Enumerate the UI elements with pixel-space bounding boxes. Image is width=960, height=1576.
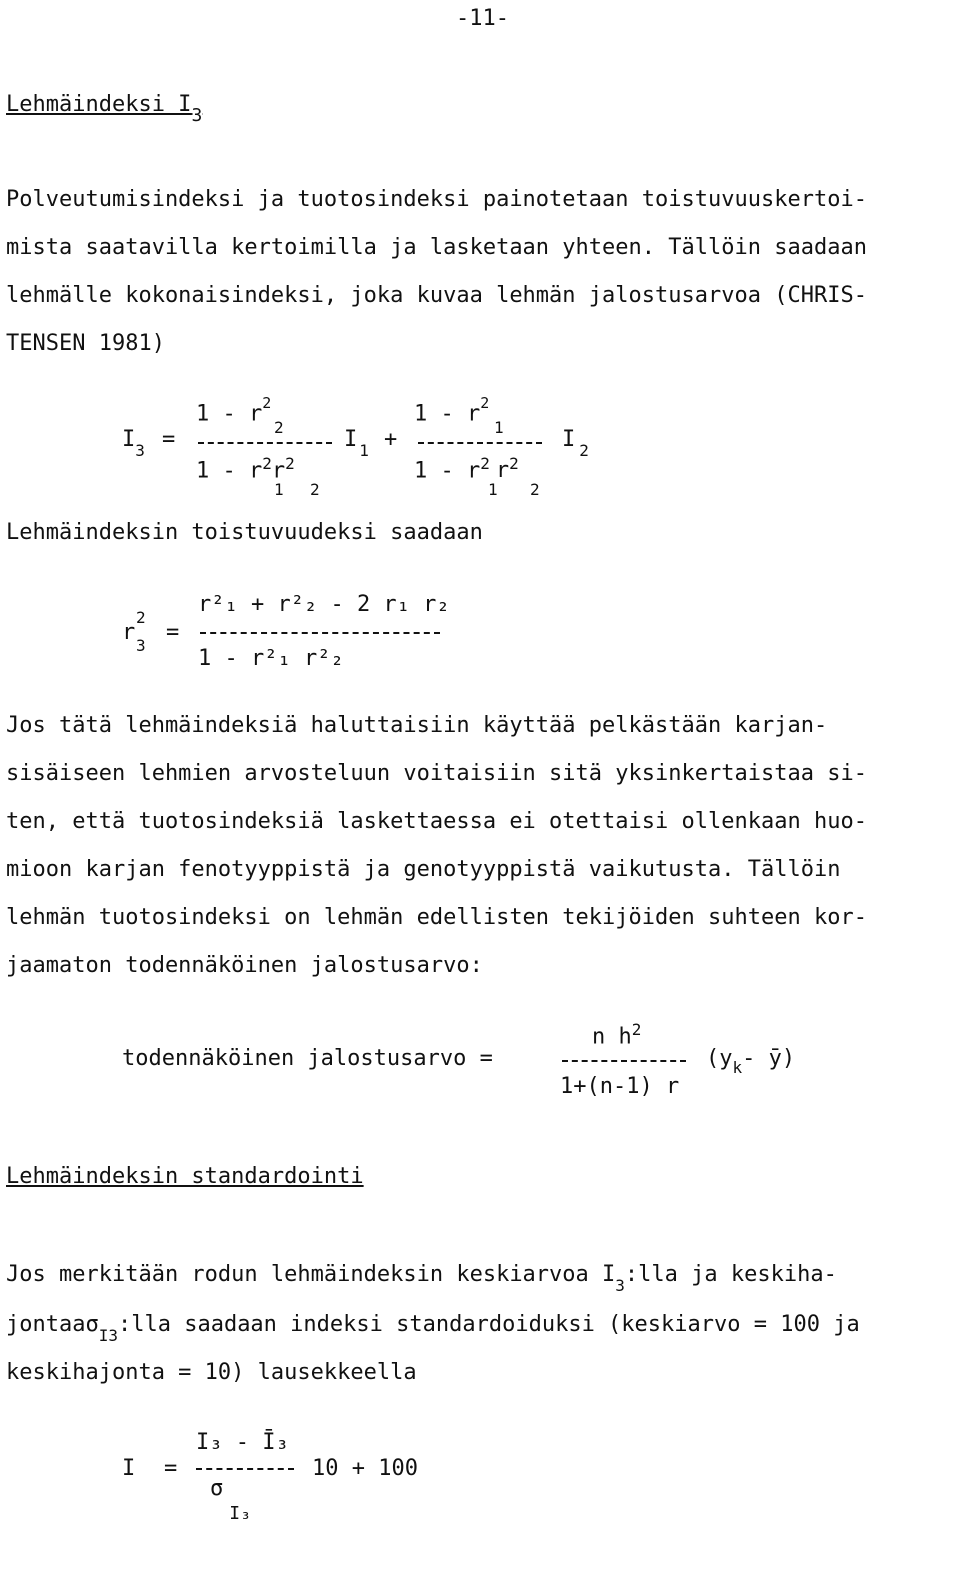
formula2-lhs: r 2 3 (122, 608, 146, 655)
text-line: lehmän tuotosindeksi on lehmän edellisten tekijöiden suhteen kor- (6, 905, 867, 930)
section-heading-lehmaindeksi (6, 92, 203, 126)
formula1-term2-denominator: $1 - r^2$ $r^2$ 1 2 (414, 454, 540, 499)
formula1-equals: = (162, 427, 176, 452)
repeatability-line: Lehmäindeksin toistuvuudeksi saadaan (6, 520, 483, 545)
text-line: ten, että tuotosindeksiä laskettaessa ei otettaisi ollenkaan huo- (6, 809, 867, 834)
heading-subscript: 3 (191, 105, 203, 126)
formula4-rest: 10 + 100 (312, 1456, 418, 1481)
standardization-line-2: jontaaσ$_{I3}$:lla saadaan indeksi standardoiduksi (keskiarvo = 100 ja (6, 1312, 860, 1345)
formula1-term2-numerator: $1 - r^2$ 1 (414, 394, 504, 437)
heading-text: Lehmäindeksi I (6, 92, 192, 117)
formula4-equals: = (164, 1456, 178, 1481)
formula1-term1-variable: I $_1$ (344, 427, 369, 460)
formula1-term1-denominator: $1 - r^2r^2$ 1 2 (196, 454, 320, 499)
text-line: Polveutumisindeksi ja tuotosindeksi painotetaan toistuvuuskertoi- (6, 187, 867, 212)
formula3-factor: ($y_k-$ ȳ) (706, 1046, 796, 1077)
formula4-fraction-bar (196, 1468, 294, 1470)
formula4-denominator: $\sigma_{I_3}$ (210, 1476, 251, 1524)
formula3-denominator: 1+(n-1) r (560, 1074, 680, 1099)
formula2-fraction-bar (200, 632, 440, 634)
formula4-numerator: I₃ - Ī₃ (196, 1430, 289, 1455)
text-line: jaamaton todennäköinen jalostusarvo: (6, 953, 483, 978)
formula3-label: todennäköinen jalostusarvo = (122, 1046, 493, 1071)
simplification-paragraph (6, 702, 954, 990)
page-number: -11- (456, 6, 509, 31)
formula1-term2-fraction-bar (418, 442, 542, 444)
text-line: lehmälle kokonaisindeksi, joka kuvaa lehmän jalostusarvoa (CHRIS- (6, 283, 867, 308)
formula2-denominator: 1 - r²₁ r²₂ (198, 646, 344, 671)
formula4-lhs: I (122, 1456, 136, 1481)
section-heading-standardointi: Lehmäindeksin standardointi (6, 1164, 364, 1189)
text-line: Jos tätä lehmäindeksiä haluttaisiin käyttää pelkästään karjan- (6, 713, 828, 738)
text-line: TENSEN 1981) (6, 331, 165, 356)
formula1-plus: + (384, 427, 398, 452)
text-line: mioon karjan fenotyyppistä ja genotyyppistä vaikutusta. Tällöin (6, 857, 841, 882)
formula1-term2-variable: I $_2$ (562, 427, 589, 460)
formula3-numerator: n $h^2$ (592, 1020, 642, 1050)
standardization-line-3: keskihajonta = 10) lausekkeella (6, 1360, 417, 1385)
standardization-line-1: Jos merkitään rodun lehmäindeksin keskiarvoa $I_3:lla$ ja keskiha- (6, 1262, 837, 1295)
intro-paragraph (6, 176, 954, 368)
formula2-numerator: r²₁ + r²₂ - 2 r₁ r₂ (198, 592, 450, 617)
text-line: mista saatavilla kertoimilla ja lasketaan yhteen. Tällöin saadaan (6, 235, 867, 260)
formula2-equals: = (166, 620, 180, 645)
text-line: sisäiseen lehmien arvosteluun voitaisiin sitä yksinkertaistaa si- (6, 761, 867, 786)
formula3-fraction-bar (562, 1060, 686, 1062)
formula1-term1-fraction-bar (198, 442, 332, 444)
formula1-lhs: $I_3$ (122, 427, 145, 460)
formula1-term1-numerator: $1 - r^2$ 2 (196, 394, 284, 437)
